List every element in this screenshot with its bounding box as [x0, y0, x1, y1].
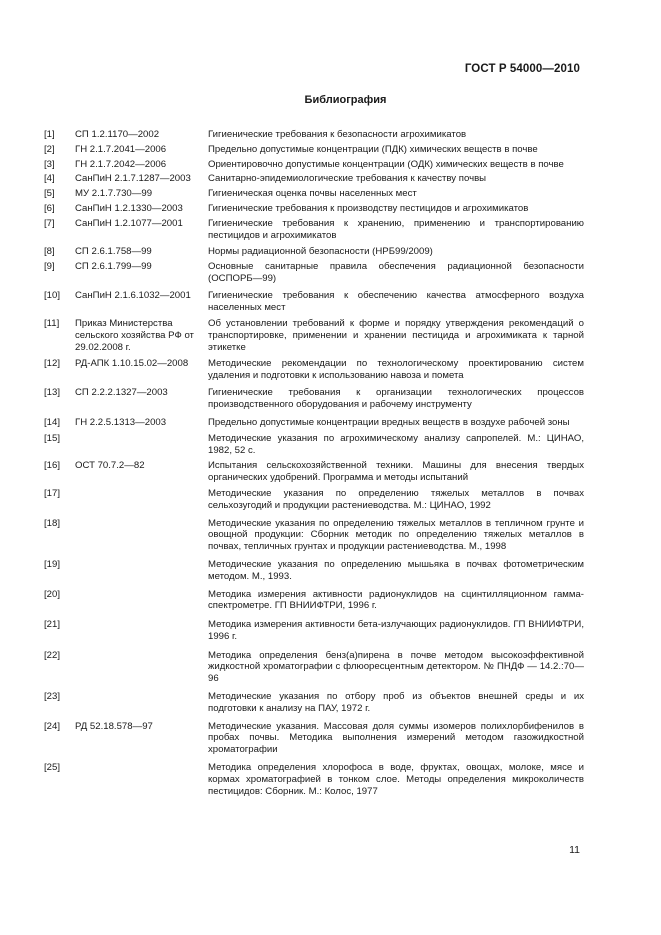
entry-number: [2] — [44, 143, 55, 155]
bibliography-entry — [44, 318, 584, 353]
bibliography-entry — [44, 173, 584, 185]
entry-code: СанПиН 2.1.7.1287—2003 — [75, 173, 191, 185]
entry-description: Об установлении требований к форме и порядку утверждения рекомендаций о транспортировке, применении и хранении пестицида и агрохимиката к тарной этикетке — [208, 318, 584, 353]
entry-code: СанПиН 2.1.6.1032—2001 — [75, 289, 191, 301]
entry-number: [6] — [44, 202, 55, 214]
entry-number: [17] — [44, 487, 61, 499]
bibliography-entry — [44, 358, 584, 382]
bibliography-list — [44, 125, 584, 797]
entry-description: Гигиенические требования к безопасности агрохимикатов — [208, 129, 467, 140]
entry-description: Гигиенические требования к организации технологических процессов производственного оборудования и рабочему инструменту — [208, 387, 584, 411]
bibliography-entry — [44, 387, 584, 411]
entry-description: Методика измерения активности радионуклидов на сцинтилляционном гамма-спектрометре. ГП ВНИИФТРИ, 1996 г. — [208, 588, 584, 612]
entry-number: [7] — [44, 217, 55, 229]
entry-number: [16] — [44, 460, 61, 472]
entry-number: [10] — [44, 289, 61, 301]
bibliography-entry — [44, 144, 584, 156]
entry-description: Ориентировочно допустимые концентрации (ОДК) химических веществ в почве — [208, 158, 564, 170]
entry-code: МУ 2.1.7.730—99 — [75, 188, 153, 200]
entry-code: РД-АПК 1.10.15.02—2008 — [75, 357, 189, 369]
entry-code: РД 52.18.578—97 — [75, 720, 153, 732]
entry-description: Методические указания. Массовая доля суммы изомеров полихлорбифенилов в пробах почвы. Методика выполнения измерений методом газожидкостной хроматографии — [208, 720, 584, 756]
document-code: ГОСТ Р 54000—2010 — [464, 63, 580, 75]
entry-number: [19] — [44, 558, 61, 570]
entry-number: [22] — [44, 649, 61, 661]
bibliography-entry — [44, 129, 584, 141]
entry-description: Методика определения хлорофоса в воде, фруктах, овощах, молоке, мясе и кормах хроматографией в тонком слое. Методы определения микроколичеств пестицидов: Сборник. М.: Колос, 1977 — [208, 762, 584, 797]
bibliography-entry — [44, 290, 584, 314]
bibliography-entry — [44, 488, 584, 512]
entry-number: [25] — [44, 762, 61, 774]
entry-description: Методические указания по отбору проб из объектов внешней среды и их подготовки к анализу на ПАУ, 1972 г. — [208, 691, 584, 714]
entry-description: Предельно допустимые концентрации вредных веществ в воздухе рабочей зоны — [208, 416, 570, 428]
entry-description: Методические указания по определению тяжелых металлов в почвах сельхозугодий и продукции растениеводства. М.: ЦИНАО, 1992 — [208, 487, 584, 511]
entry-number: [23] — [44, 691, 61, 703]
page-number: 11 — [569, 844, 580, 856]
bibliography-entry — [44, 460, 584, 484]
entry-description: Гигиенические требования к производству пестицидов и агрохимикатов — [208, 202, 529, 214]
entry-description: Методика определения бенз(а)пирена в почве методом высокоэффективной жидкостной хроматографии с флюоресцентным детектором. № ПНДФ — 14.2.:70—96 — [208, 649, 584, 685]
bibliography-entry — [44, 559, 584, 583]
bibliography-entry — [44, 246, 584, 258]
bibliography-entry — [44, 518, 584, 553]
entry-description: Испытания сельскохозяйственной техники. Машины для внесения твердых органических удобрений. Программа и методы испытаний — [208, 460, 584, 484]
entry-description: Методические указания по определению мышьяка в почвах фотометрическим методом. М., 1993. — [208, 558, 584, 582]
entry-code: Приказ Министерства сельского хозяйства РФ от 29.02.2008 г. — [75, 318, 194, 353]
entry-number: [9] — [44, 261, 55, 273]
bibliography-entry — [44, 433, 584, 457]
entry-code: СП 2.6.1.758—99 — [75, 246, 152, 258]
entry-number: [4] — [44, 173, 55, 185]
entry-number: [20] — [44, 588, 61, 600]
entry-description: Методические рекомендации по технологическому проектированию систем удаления и подготовки к использованию навоза и помета — [208, 357, 584, 381]
bibliography-entry — [44, 691, 584, 715]
entry-code: СП 2.2.2.1327—2003 — [75, 387, 168, 399]
entry-code: ОСТ 70.7.2—82 — [75, 460, 145, 472]
entry-description: Гигиенические требования к хранению, применению и транспортированию пестицидов и агрохимикатов — [208, 217, 584, 241]
bibliography-entry — [44, 619, 584, 643]
entry-description: Нормы радиационной безопасности (НРБ99/2009) — [208, 246, 433, 258]
entry-number: [12] — [44, 357, 61, 369]
entry-description: Методика измерения активности бета-излучающих радионуклидов. ГП ВНИИФТРИ, 1996 г. — [208, 619, 584, 642]
entry-code: СанПиН 1.2.1330—2003 — [75, 202, 183, 214]
bibliography-entry — [44, 721, 584, 756]
bibliography-entry — [44, 650, 584, 685]
entry-number: [1] — [44, 129, 55, 140]
bibliography-entry — [44, 203, 584, 215]
bibliography-entry — [44, 417, 584, 429]
bibliography-entry — [44, 762, 584, 797]
entry-number: [11] — [44, 318, 60, 330]
entry-code: ГН 2.1.7.2042—2006 — [75, 158, 167, 170]
entry-description: Предельно допустимые концентрации (ПДК) химических веществ в почве — [208, 143, 538, 155]
entry-description: Методические указания по определению тяжелых металлов в тепличном грунте и овощной продукции: Сборник методик по определению тяжелых металлов в почвах, тепличных грунтах и продукции растениеводства. М., 1998 — [208, 517, 584, 553]
entry-number: [14] — [44, 416, 61, 428]
bibliography-heading: Библиография — [304, 94, 387, 106]
entry-code: ГН 2.1.7.2041—2006 — [75, 143, 167, 155]
entry-description: Санитарно-эпидемиологические требования к качеству почвы — [208, 173, 487, 185]
bibliography-entry — [44, 188, 584, 200]
bibliography-entry — [44, 589, 584, 613]
entry-description: Методические указания по агрохимическому анализу сапропелей. М.: ЦИНАО, 1982, 52 с. — [208, 432, 584, 456]
entry-code: ГН 2.2.5.1313—2003 — [75, 416, 167, 428]
entry-code: СП 1.2.1170—2002 — [75, 129, 160, 140]
entry-code: СанПиН 1.2.1077—2001 — [75, 217, 183, 229]
entry-number: [13] — [44, 387, 61, 399]
entry-description: Гигиенические требования к обеспечению качества атмосферного воздуха населенных мест — [208, 289, 584, 313]
entry-number: [24] — [44, 720, 61, 732]
entry-number: [3] — [44, 158, 55, 170]
entry-number: [5] — [44, 188, 55, 200]
entry-number: [18] — [44, 517, 61, 529]
entry-description: Основные санитарные правила обеспечения радиационной безопасности (ОСПОРБ—99) — [208, 261, 584, 284]
bibliography-entry — [44, 218, 584, 242]
bibliography-entry — [44, 261, 584, 285]
bibliography-entry — [44, 159, 584, 171]
entry-code: СП 2.6.1.799—99 — [75, 261, 152, 273]
entry-number: [21] — [44, 619, 61, 631]
entry-number: [8] — [44, 246, 55, 258]
entry-description: Гигиеническая оценка почвы населенных мест — [208, 188, 417, 200]
entry-number: [15] — [44, 432, 61, 444]
